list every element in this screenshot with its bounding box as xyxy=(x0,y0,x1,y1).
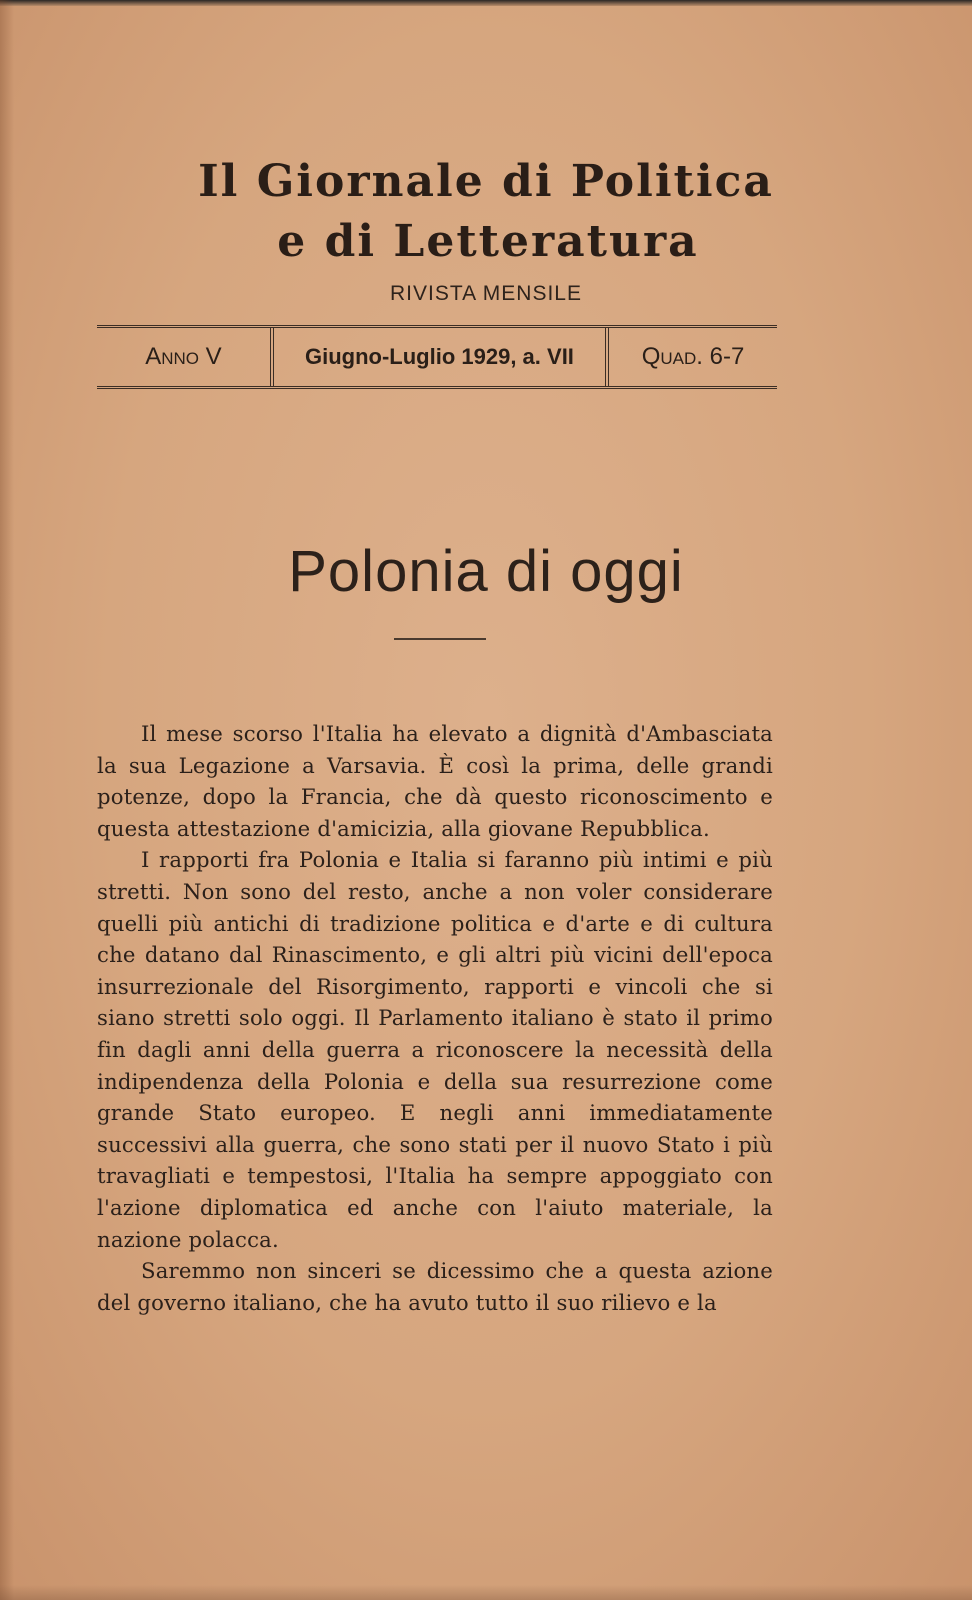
page-bottom-edge xyxy=(0,1585,972,1600)
issue-date: Giugno-Luglio 1929, a. VII xyxy=(270,328,609,386)
article-title: Polonia di oggi xyxy=(288,539,684,604)
issue-quad: Quad. 6-7 xyxy=(641,343,745,370)
journal-title-line1: Il Giornale di Politica xyxy=(198,156,774,207)
issue-info-bar xyxy=(97,325,777,389)
article-body xyxy=(97,718,773,1318)
journal-title-line2: e di Letteratura xyxy=(277,216,699,267)
masthead xyxy=(0,152,972,272)
page-top-edge xyxy=(0,0,972,6)
title-divider xyxy=(394,638,486,640)
paragraph: Il mese scorso l'Italia ha elevato a dignità d'Ambasciata la sua Legazione a Varsavia. È così la prima, delle grandi potenze, dopo la Francia, che dà questo riconoscimento e questa attestazione d'amicizia, alla giovane Repubblica. xyxy=(97,721,773,841)
journal-subtitle: RIVISTA MENSILE xyxy=(390,282,582,305)
paragraph: Saremmo non sinceri se dicessimo che a questa azione del governo italiano, che ha avuto tutto il suo rilievo e la xyxy=(97,1258,773,1315)
paragraph: I rapporti fra Polonia e Italia si faranno più intimi e più stretti. Non sono del resto, anche a non voler considerare quelli più antichi di tradizione politica e d'arte e di cultura che datano dal Rinascimento, e gli altri più vicini dell'epoca insurrezionale del Risorgimento, rapporti e vincoli che si siano stretti solo oggi. Il Parlamento italiano è stato il primo fin dagli anni della guerra a riconoscere la necessità della indipendenza della Polonia e della sua resurrezione come grande Stato europeo. E negli anni immediatamente successivi alla guerra, che sono stati per il nuovo Stato i più travagliati e tempestosi, l'Italia ha sempre appoggiato con l'azione diplomatica ed anche con l'aiuto materiale, la nazione polacca. xyxy=(97,847,773,1252)
issue-anno: Anno V xyxy=(145,343,222,370)
journal-title xyxy=(0,152,972,272)
